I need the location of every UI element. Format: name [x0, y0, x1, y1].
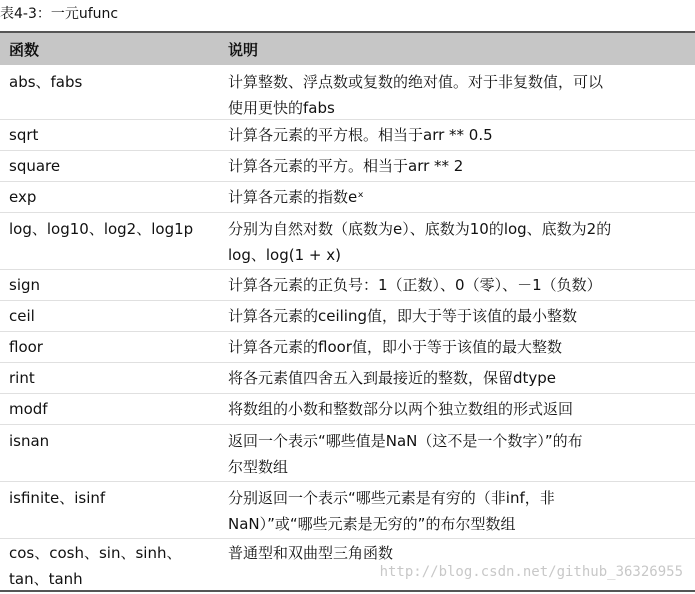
table-row — [0, 213, 695, 270]
table-row — [0, 270, 695, 301]
watermark: http://blog.csdn.net/github_36326955 — [379, 564, 683, 580]
function-description: 计算各元素的平方。相当于arr ** 2 — [228, 157, 464, 175]
function-name: isfinite、isinf — [9, 489, 106, 507]
function-name: modf — [9, 400, 48, 418]
table-row — [0, 65, 695, 120]
bottom-rule — [0, 590, 695, 592]
table-row — [0, 363, 695, 394]
function-name: log、log10、log2、log1p — [9, 220, 194, 238]
function-description: 计算各元素的正负号：1（正数）、0（零）、－1（负数） — [228, 276, 602, 294]
function-description: 分别为自然对数（底数为e）、底数为10的log、底数为2的 log、log(1 + x) — [228, 220, 612, 264]
ufunc-table — [0, 31, 695, 593]
function-name: ceil — [9, 307, 35, 325]
function-description: 返回一个表示“哪些值是NaN（这不是一个数字）”的布 尔型数组 — [228, 432, 583, 476]
function-description: 计算各元素的floor值，即小于等于该值的最大整数 — [228, 338, 562, 356]
function-name: sign — [9, 276, 41, 294]
function-name: sqrt — [9, 126, 39, 144]
function-description: 将各元素值四舍五入到最接近的整数，保留dtype — [228, 369, 557, 387]
table-caption: 表4-3：一元ufunc — [0, 6, 119, 22]
table-row — [0, 151, 695, 182]
table-row — [0, 482, 695, 539]
table-body — [0, 65, 695, 593]
table-row — [0, 301, 695, 332]
table-header — [0, 31, 695, 65]
function-description: 计算各元素的指数eˣ — [228, 188, 364, 206]
table-row — [0, 394, 695, 425]
function-name: isnan — [9, 432, 50, 450]
function-description: 普通型和双曲型三角函数 — [228, 544, 394, 562]
function-name: floor — [9, 338, 43, 356]
table-row — [0, 332, 695, 363]
function-name: exp — [9, 188, 37, 206]
table-row — [0, 182, 695, 213]
table-row — [0, 425, 695, 482]
function-description: 计算各元素的ceiling值，即大于等于该值的最小整数 — [228, 307, 578, 325]
table-row — [0, 120, 695, 151]
header-description: 说明 — [228, 41, 259, 59]
function-name: square — [9, 157, 61, 175]
function-description: 将数组的小数和整数部分以两个独立数组的形式返回 — [228, 400, 574, 418]
function-description: 计算整数、浮点数或复数的绝对值。对于非复数值，可以 使用更快的fabs — [228, 73, 604, 117]
header-function: 函数 — [9, 41, 40, 59]
function-description: 分别返回一个表示“哪些元素是有穷的（非inf，非 NaN）”或“哪些元素是无穷的”的布尔型数组 — [228, 489, 555, 533]
function-name: rint — [9, 369, 35, 387]
function-name: cos、cosh、sin、sinh、 tan、tanh — [9, 544, 182, 588]
function-description: 计算各元素的平方根。相当于arr ** 0.5 — [228, 126, 493, 144]
function-name: abs、fabs — [9, 73, 83, 91]
